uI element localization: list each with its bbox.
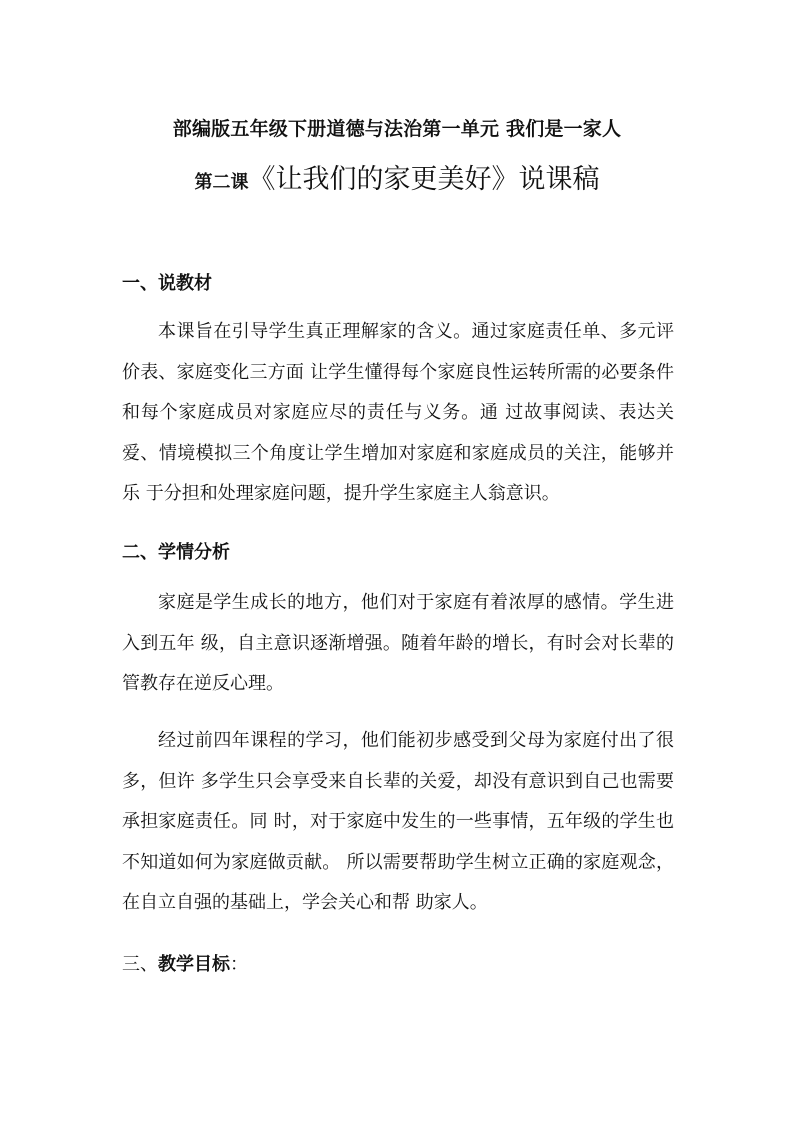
section-heading-colon: ： <box>230 954 248 975</box>
document-title-line2 <box>0 160 794 203</box>
section-student-analysis-paragraph-2: 经过前四年课程的学习，他们能初步感受到父母为家庭付出了很多，但许 多学生只会享受来自长辈的关爱，却没有意识到自己也需要承担家庭责任。同 时，对于家庭中发生的一些事情，五年级的学生也不知道如何为家庭做贡献。 所以需要帮助学生树立正确的家庭观念，在自立自强的基础上，学会关心和帮 助家人。 <box>122 730 674 913</box>
section-heading-text: 教学目标 <box>158 954 230 975</box>
section-heading-teaching-goals <box>122 951 248 979</box>
lesson-title: 《让我们的家更美好》说课稿 <box>248 164 600 195</box>
section-student-analysis-paragraph-1: 家庭是学生成长的地方，他们对于家庭有着浓厚的感情。学生进入到五年 级，自主意识逐渐增强。随着年龄的增长，有时会对长辈的管教存在逆反心理。 <box>122 592 674 694</box>
section-heading-student-analysis: 二、学情分析 <box>122 542 230 563</box>
section-heading-number: 三、 <box>122 954 158 975</box>
document-title-line1: 部编版五年级下册道德与法治第一单元 我们是一家人 <box>172 118 622 140</box>
lesson-number: 第二课 <box>194 172 249 193</box>
section-textbook-paragraph: 本课旨在引导学生真正理解家的含义。通过家庭责任单、多元评价表、家庭变化三方面 让学生懂得每个家庭良性运转所需的必要条件和每个家庭成员对家庭应尽的责任与义务。通 过故事阅读、表达关爱、情境模拟三个角度让学生增加对家庭和家庭成员的关注，能够并乐 于分担和处理家庭问题，提升学生家庭主人翁意识。 <box>122 321 674 504</box>
section-heading-textbook: 一、说教材 <box>122 273 212 294</box>
